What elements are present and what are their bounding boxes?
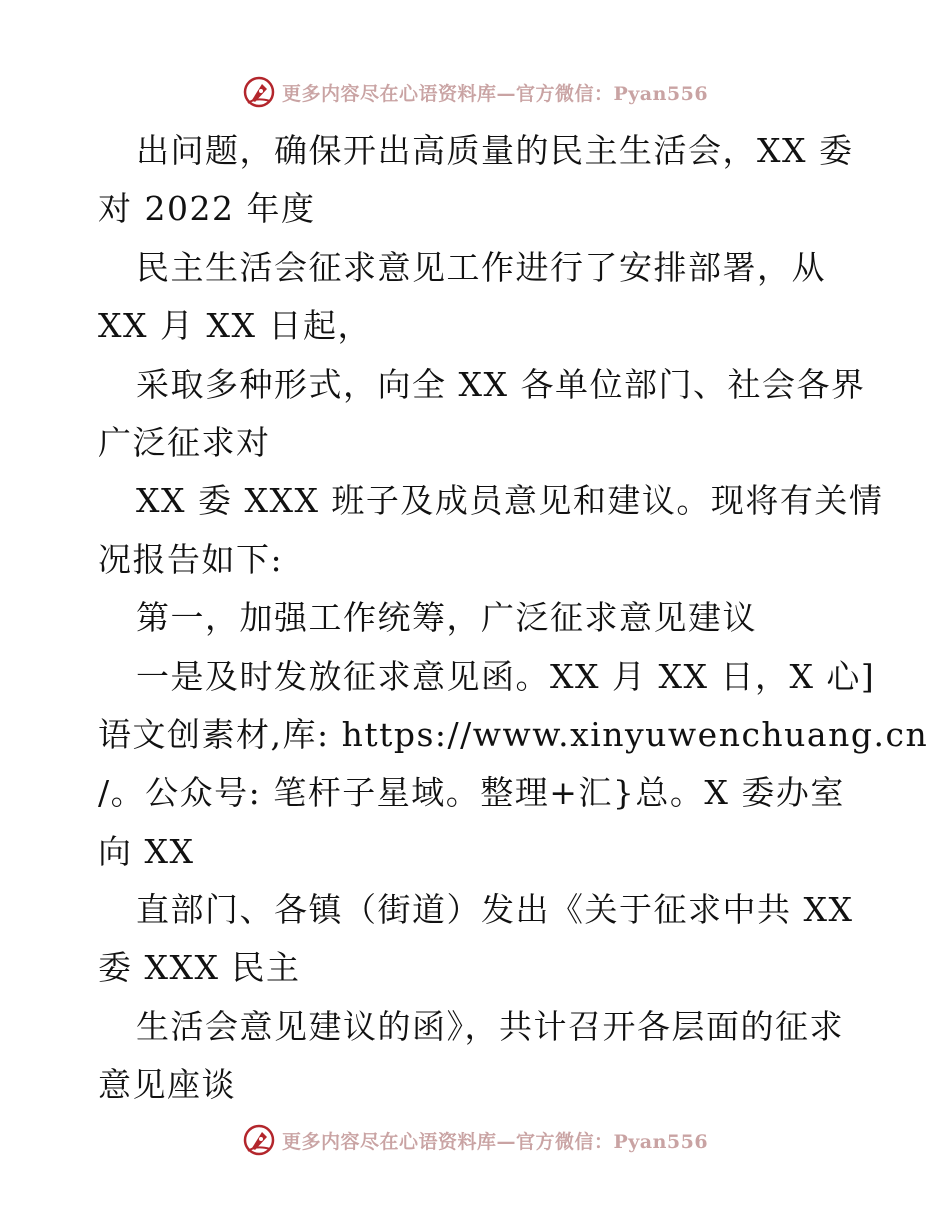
text-line: 广泛征求对	[98, 422, 271, 462]
text-line: XX 委 XXX 班子及成员意见和建议。现将有关情	[136, 481, 884, 521]
section-heading: 第一，加强工作统筹，广泛征求意见建议	[136, 598, 757, 638]
text-line: 直部门、各镇（街道）发出《关于征求中共 XX	[136, 890, 854, 930]
pen-nib-logo-icon	[242, 75, 276, 109]
text-line: XX 月 XX 日起，	[98, 306, 372, 346]
watermark-text: 更多内容尽在心语资料库—官方微信：Pyan556	[281, 82, 709, 105]
text-line: 向 XX	[98, 831, 195, 871]
text-line: 对 2022 年度	[98, 189, 316, 229]
pen-nib-logo-icon	[242, 1123, 276, 1157]
watermark-text: 更多内容尽在心语资料库—官方微信：Pyan556	[281, 1130, 709, 1153]
text-line: 采取多种形式，向全 XX 各单位部门、社会各界	[136, 364, 866, 404]
text-line: 意见座谈	[98, 1065, 236, 1105]
text-line: 民主生活会征求意见工作进行了安排部署，从	[136, 247, 826, 287]
document-body	[98, 122, 929, 1115]
text-line: 语文创素材,库: https://www.xinyuwenchuang.cn	[98, 714, 929, 754]
text-line: 一是及时发放征求意见函。XX 月 XX 日，X 心]	[136, 656, 876, 696]
text-line: 生活会意见建议的函》，共计召开各层面的征求	[136, 1006, 844, 1046]
text-line: 出问题，确保开出高质量的民主生活会，XX 委	[136, 131, 854, 170]
text-line: /。公众号: 笔杆子星域。整理+汇}总。X 委办室	[98, 773, 845, 813]
watermark-header	[0, 72, 950, 112]
watermark-footer	[0, 1120, 950, 1160]
text-line: 委 XXX 民主	[98, 948, 301, 988]
text-line: 况报告如下:	[98, 539, 284, 579]
